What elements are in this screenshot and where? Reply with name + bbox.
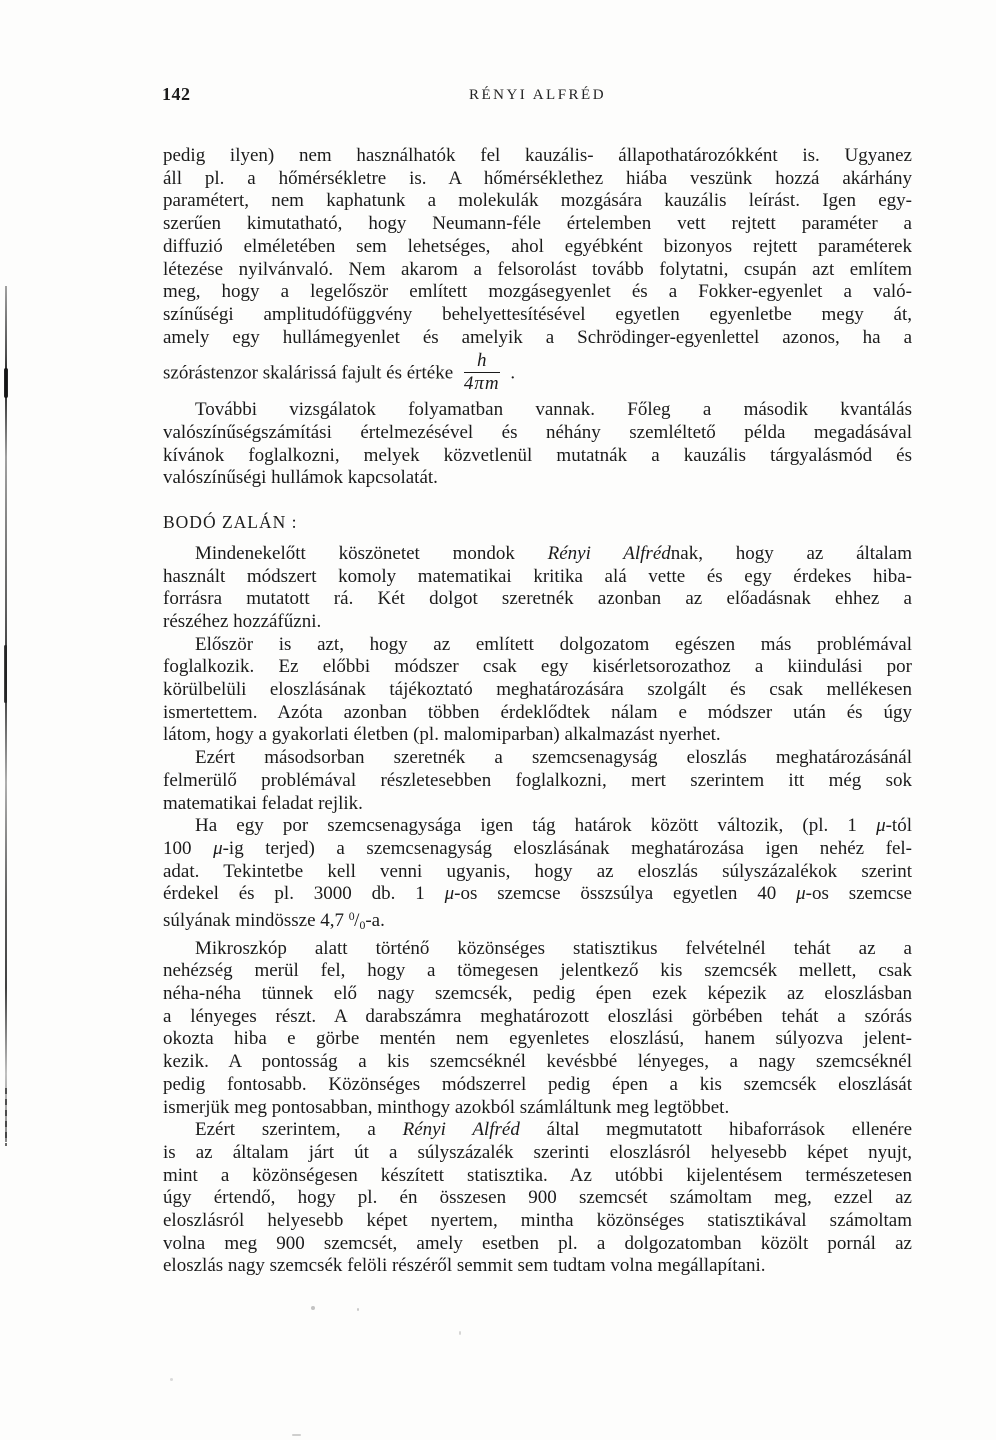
text-line: foglalkozik. Ez előbbi módszer csak egy kisérletsorozathoz a kiindulási por [163,656,912,678]
italic-text: μ [876,815,886,837]
paragraph [163,1119,912,1278]
scan-speckle [292,1434,301,1436]
text-line: szerűen kimutatható, hogy Neumann-féle értelemben vett rejtett paraméter a [163,213,912,235]
scan-artifact-blob [4,645,7,703]
scan-speckle [459,1331,461,1335]
scan-speckle [170,1378,173,1381]
text-line: a lényeges részt. A darabszámra meghatározott eloszlási görbében tehát a szórás [163,1005,912,1027]
text-line: színűségi amplitudófüggvény behelyettesítésével egyetlen egyenletbe megy át, [163,303,912,325]
text-line: diffuzió elméletében sem lehetséges, ahol egyébként bizonyos rejtett paraméterek [163,235,912,257]
page-number: 142 [162,84,191,104]
paragraph [163,399,912,490]
text-line: eloszlás nagy szemcsék felöli részéről semmit sem tudtam volna megállapítani. [163,1255,766,1277]
text-line: Mikroszkóp alatt történő közönséges statisztikus felvételnél tehát az a [195,937,912,959]
text-line: meg, hogy a legelőször említett mozgásegyenlet és a Fokker-egyenlet a való- [163,281,912,303]
text-line: kívánok foglalkozni, melyek közvetlenül mutatnák a kauzális tárgyalásmód és [163,444,912,466]
styled-text: 0 [359,918,366,932]
text-line: Ha egy por szemcsenagysága igen tág határok között változik, (pl. 1 μ-tól [195,815,912,837]
text-line: részéhez hozzáfűzni. [163,610,322,632]
text-line: pedig ilyen) nem használhatók fel kauzális- állapothatározókként is. Ugyanez [163,145,912,166]
text-line: mint a közönségesen készített statisztika. Az utóbbi kijelentésem természetesen [163,1164,912,1186]
text-line: felmerülő problémával részletesebben foglalkozni, mert szerintem itt még sok [163,769,912,791]
scan-speckle [311,1306,315,1310]
italic-text: μ [796,883,806,905]
text-line: volna meg 900 szemcsét, amely esetben pl. a dolgozatomban közölt pornál az [163,1232,912,1254]
text-line: amely egy hullámegyenlet és amelyik a Schrödinger-egyenlettel azonos, ha a [163,326,912,348]
text-line: néha-néha tünnek elő nagy szemcsék, pedig épen ezek képezik az eloszlásban [163,983,912,1005]
math-fraction: $\frac{h}{4\pi m}$ [463,350,500,395]
text-line: áll pl. a hőmérsékletre is. A hőmérséklethez hiába veszünk hozzá akárhány [163,167,912,189]
text-line: valószínűségszámítási értelmezésével és néhány szemléltető példa megadásával [163,422,912,444]
text-line: nehézség merül fel, hogy a tömegesen jelentkező kis szemcsék mellett, csak [163,960,912,982]
text-line: is az általam járt út a súlyszázalék szerinti eloszlásról helyesebb képet nyujt, [163,1141,912,1163]
text-line: Mindenekelőtt köszönetet mondok Rényi Alfrédnak, hogy az általam [195,542,912,564]
text-line: körülbelüli eloszlásának tájékoztató meghatározására szolgált és csak mellékesen [163,679,912,701]
text-line: ismertettem. Azóta azonban többen érdeklődtek nálam e módszer után és úgy [163,701,912,723]
paragraph [163,145,912,399]
scan-speckle [357,1308,359,1311]
styled-text: 0 [348,910,355,924]
text-line: okozta hiba e görbe mentén nem egyenletes eloszlású, hanem súlyozva jelent- [163,1028,912,1050]
text-line: használt módszert komoly matematikai kritika alá vette és egy érdekes hiba- [163,565,912,587]
paragraph [163,938,912,1120]
text-line: látom, hogy a gyakorlati életben (pl. malomiparban) alkalmazást nyerhet. [163,724,721,746]
text-line: létezése nyilvánvaló. Nem akarom a felsorolást tovább folytatni, csupán azt említem [163,258,912,280]
paragraph [163,747,912,815]
text-line: eloszlásról helyesebb képet nyertem, mintha közönséges statisztikával számoltam [163,1210,912,1232]
text-line: 100 μ-ig terjed) a szemcsenagyság eloszlásának meghatározása igen nehéz fel- [163,837,912,859]
scan-artifact-dashes [5,1088,7,1146]
running-header-title: RÉNYI ALFRÉD [468,87,607,103]
italic-text: μ [444,883,455,905]
text-line: valószínűségi hullámok kapcsolatát. [163,467,438,489]
text-line: Ezért szerintem, a Rényi Alfréd által megmutatott hibaforrások ellenére [195,1119,912,1141]
text-line: Először is azt, hogy az említett dolgozatom egészen más problémával [195,633,912,655]
text-line: ismerjük meg pontosabban, minthogy azokból számláltunk meg legtöbbet. [163,1096,730,1118]
italic-text: Rényi Alfréd [547,542,671,564]
speaker-heading: BODÓ ZALÁN : [163,512,298,533]
text-line: paramétert, nem kaphatunk a molekulák mozgására kauzális leírást. Igen egy- [163,190,912,212]
italic-text: Rényi Alfréd [402,1119,520,1141]
text-line: pedig fontosabb. Közönséges módszerrel pedig épen a kis szemcsék eloszlását [163,1073,912,1095]
text-line: matematikai feladat rejlik. [163,792,363,814]
text-line: További vizsgálatok folyamatban vannak. Főleg a második kvantálás [195,399,912,421]
text-line: úgy értendő, hogy pl. én összesen 900 szemcsét számoltam meg, ezzel az [163,1187,912,1209]
paragraph [163,634,912,748]
italic-text: μ [213,837,223,859]
text-line: súlyának mindössze 4,7 $^0/_0-a$. [163,909,385,932]
text-line: kezik. A pontosság a kis szemcséknél kevésbbé lényeges, a nagy szemcséknél [163,1051,912,1073]
text-line: forrásra mutatott rá. Két dolgot szeretnék azonban az előadásnak ehhez a [163,588,912,610]
page-content [163,145,912,1278]
scan-artifact-blob [4,368,8,398]
text-line: érdekel és pl. 3000 db. 1 μ-os szemcse összsúlya egyetlen 40 μ-os szemcse [163,883,912,905]
text-line: szórástenzor skalárissá fajult és értéke $\frac{h}{4\pi m}$ . [163,350,516,395]
paragraph [163,815,912,937]
text-line: Ezért másodsorban szeretnék a szemcsenagyság eloszlás meghatározásánál [195,747,912,769]
text-line: adat. Tekintetbe kell venni ugyanis, hogy az eloszlás súlyszázalékok szerint [163,860,912,882]
paragraph [163,543,912,634]
scan-artifact-vertical-line [5,286,7,1142]
